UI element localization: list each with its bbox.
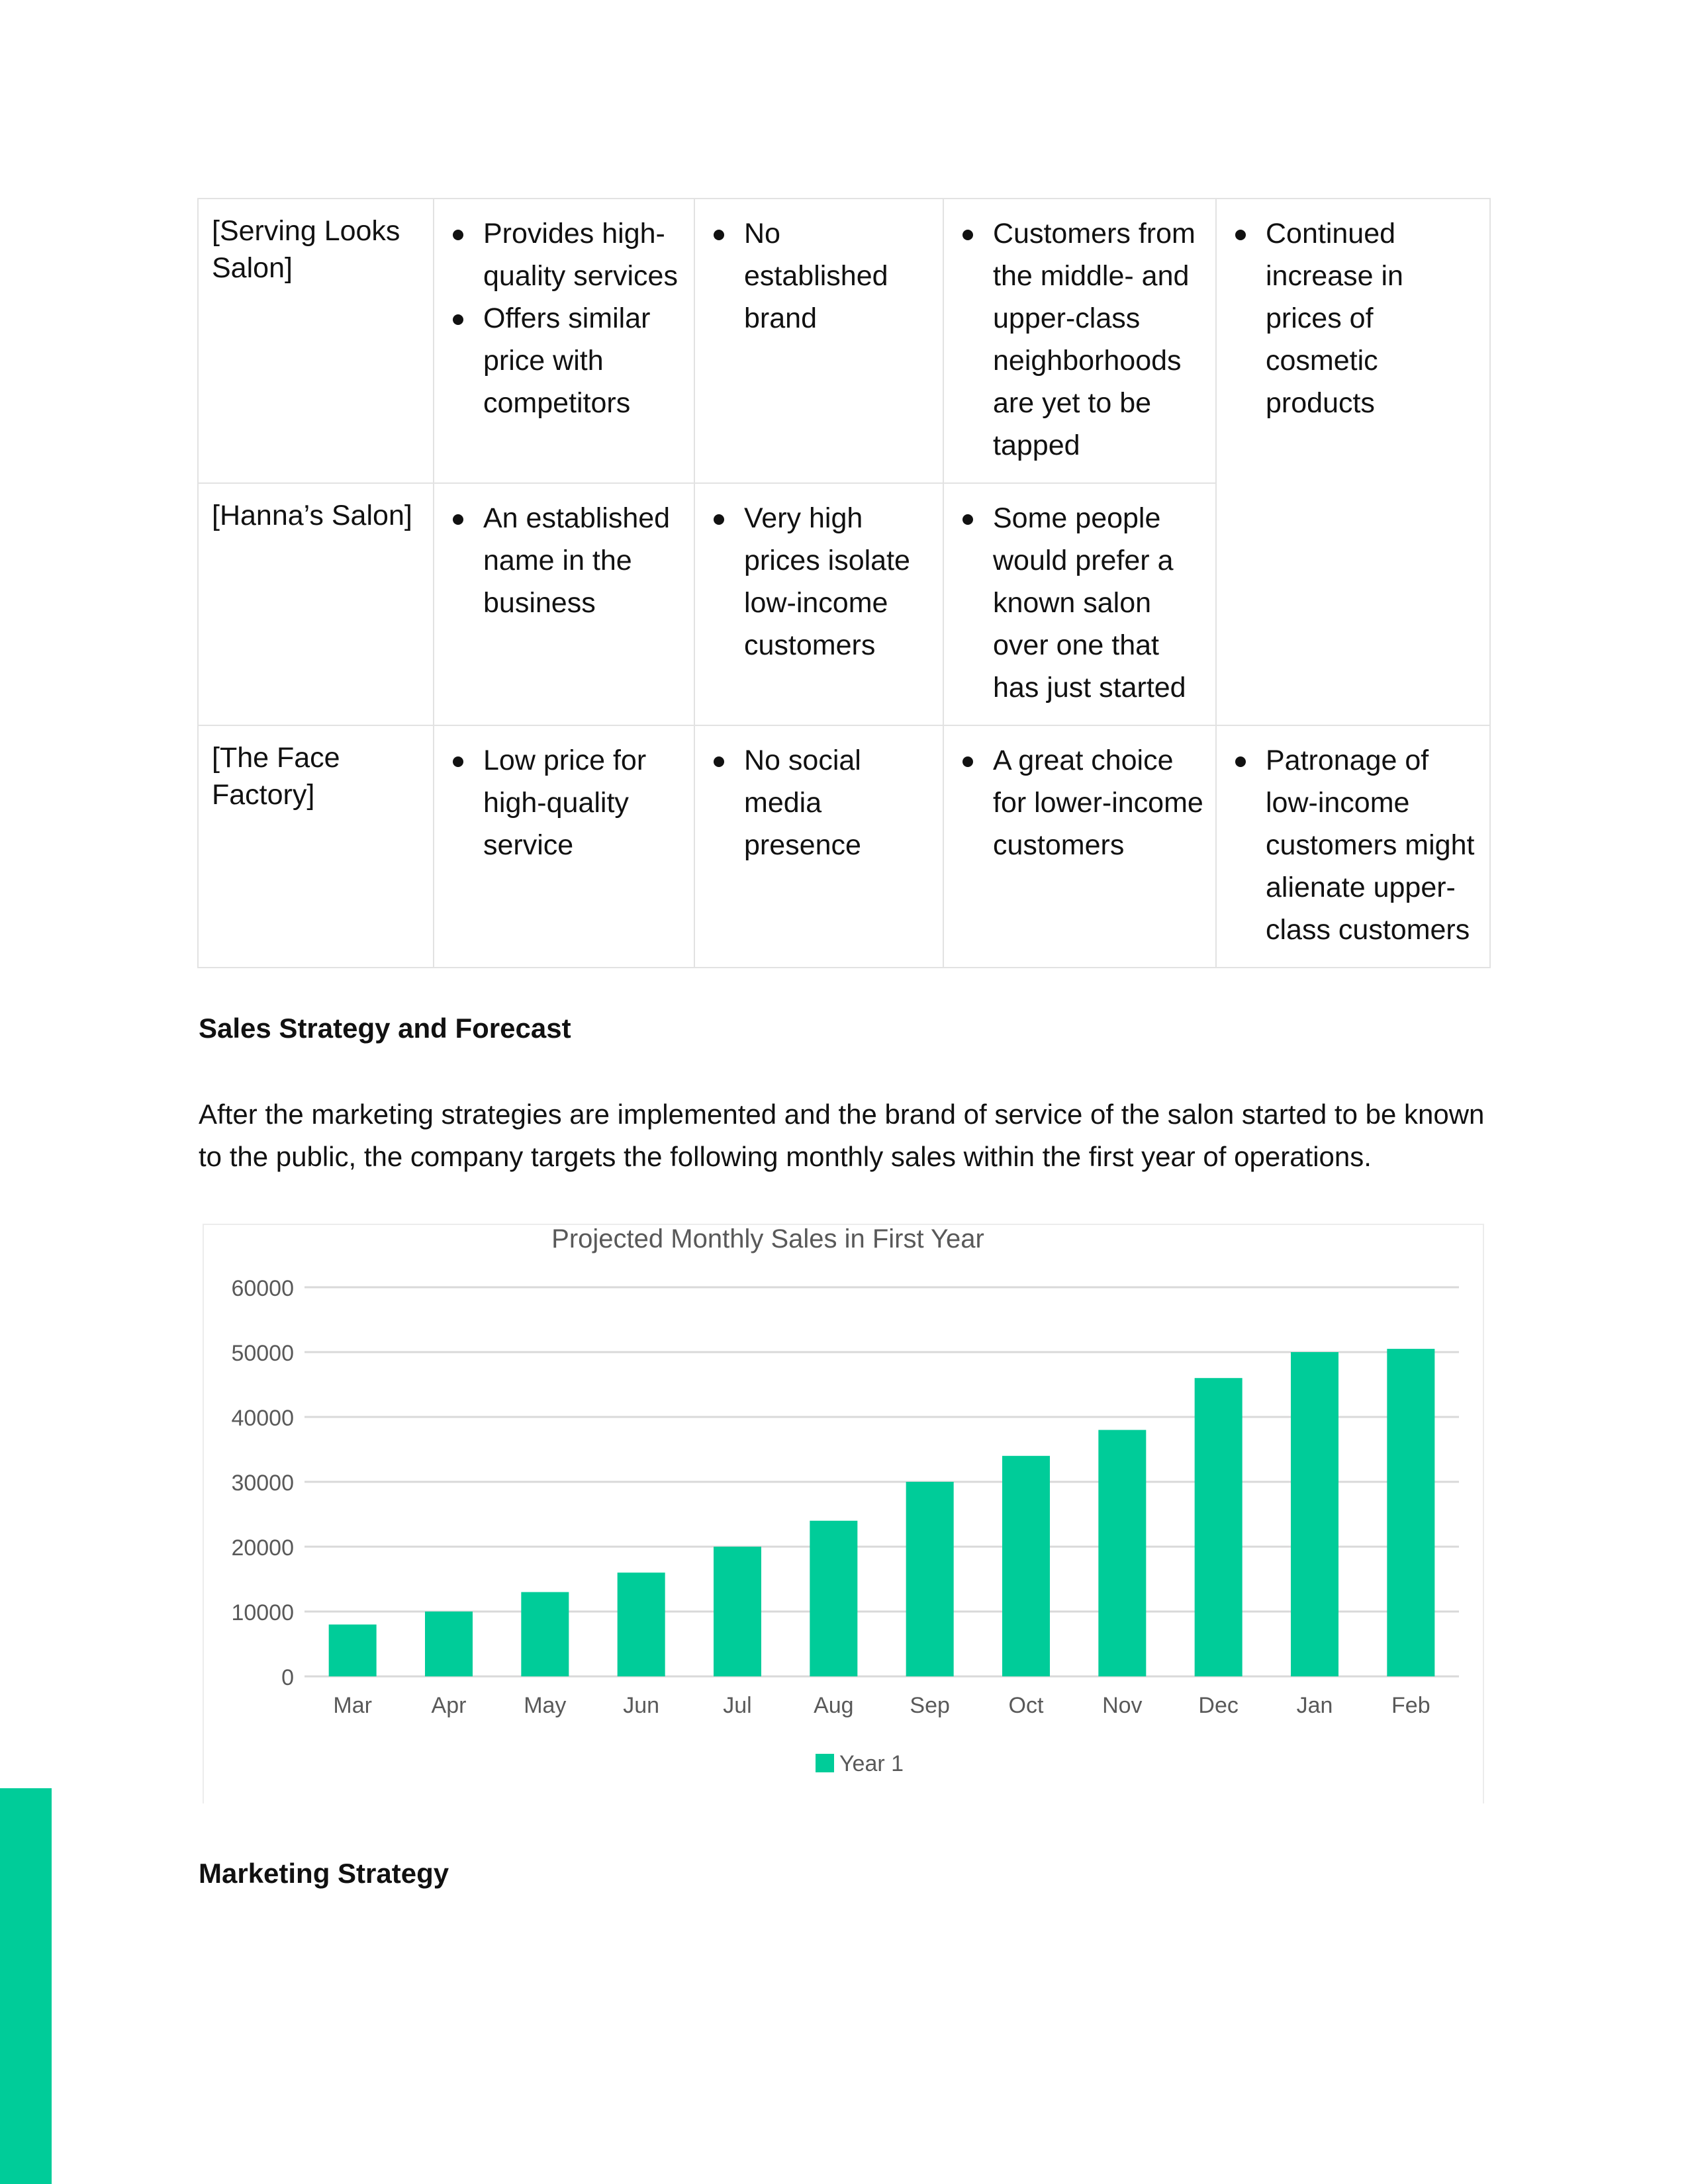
chart-y-axis bbox=[231, 1276, 294, 1690]
bar-feb bbox=[1387, 1349, 1434, 1676]
chart-title: Projected Monthly Sales in First Year bbox=[551, 1224, 984, 1253]
y-tick-label: 60000 bbox=[231, 1276, 294, 1301]
list-item: An established name in the business bbox=[447, 497, 683, 624]
x-tick-label: Feb bbox=[1391, 1693, 1430, 1718]
list-item: No social media presence bbox=[708, 739, 932, 866]
list-item: Offers similar price with competitors bbox=[447, 297, 683, 424]
legend-swatch bbox=[816, 1754, 834, 1772]
x-tick-label: Apr bbox=[431, 1693, 467, 1718]
bar-mar bbox=[329, 1625, 377, 1676]
list-item: Low price for high-quality service bbox=[447, 739, 683, 866]
bar-apr bbox=[425, 1612, 473, 1676]
competitor-name: [Serving Looks Salon] bbox=[212, 215, 400, 284]
competitor-name: [Hanna’s Salon] bbox=[212, 500, 412, 531]
x-tick-label: Oct bbox=[1008, 1693, 1044, 1718]
x-tick-label: Jul bbox=[723, 1693, 752, 1718]
list-item: Some people would prefer a known salon over one that has just started bbox=[957, 497, 1205, 709]
x-tick-label: Aug bbox=[814, 1693, 854, 1718]
bar-may bbox=[521, 1592, 569, 1676]
competitor-name: [The Face Factory] bbox=[212, 742, 340, 811]
x-tick-label: Sep bbox=[910, 1693, 950, 1718]
bar-jan bbox=[1291, 1352, 1338, 1676]
y-tick-label: 30000 bbox=[231, 1471, 294, 1496]
bar-sep bbox=[906, 1482, 954, 1676]
chart-x-axis bbox=[333, 1693, 1430, 1718]
x-tick-label: Dec bbox=[1198, 1693, 1239, 1718]
x-tick-label: Jan bbox=[1296, 1693, 1333, 1718]
bar-oct bbox=[1002, 1456, 1050, 1676]
sales-strategy-heading: Sales Strategy and Forecast bbox=[199, 1013, 571, 1044]
legend-label: Year 1 bbox=[839, 1751, 904, 1776]
chart-gridlines bbox=[305, 1287, 1459, 1676]
y-tick-label: 50000 bbox=[231, 1341, 294, 1366]
list-item: Customers from the middle- and upper-class neighborhoods are yet to be tapped bbox=[957, 212, 1205, 467]
list-item: Very high prices isolate low-income customers bbox=[708, 497, 932, 666]
list-item: No established brand bbox=[708, 212, 932, 340]
y-tick-label: 10000 bbox=[231, 1600, 294, 1625]
chart-bars bbox=[329, 1349, 1435, 1676]
y-tick-label: 20000 bbox=[231, 1535, 294, 1561]
x-tick-label: Jun bbox=[623, 1693, 660, 1718]
y-tick-label: 40000 bbox=[231, 1406, 294, 1431]
list-item: Continued increase in prices of cosmetic products bbox=[1230, 212, 1479, 424]
x-tick-label: Nov bbox=[1102, 1693, 1143, 1718]
list-item: Patronage of low-income customers might alienate upper-class customers bbox=[1230, 739, 1479, 951]
bar-nov bbox=[1098, 1430, 1146, 1676]
x-tick-label: Mar bbox=[333, 1693, 372, 1718]
list-item: A great choice for lower-income customers bbox=[957, 739, 1205, 866]
y-tick-label: 0 bbox=[281, 1665, 294, 1690]
chart-legend bbox=[816, 1751, 904, 1776]
bar-jul bbox=[714, 1547, 761, 1676]
sales-paragraph: After the marketing strategies are implemented and the brand of service of the salon started to be known to the public, the company targets the following monthly sales within the first year of operations. bbox=[199, 1099, 1485, 1172]
x-tick-label: May bbox=[524, 1693, 567, 1718]
bar-jun bbox=[618, 1572, 665, 1676]
bar-dec bbox=[1195, 1378, 1243, 1676]
bar-aug bbox=[810, 1521, 857, 1676]
list-item: Provides high-quality services bbox=[447, 212, 683, 297]
marketing-strategy-heading: Marketing Strategy bbox=[199, 1858, 449, 1889]
